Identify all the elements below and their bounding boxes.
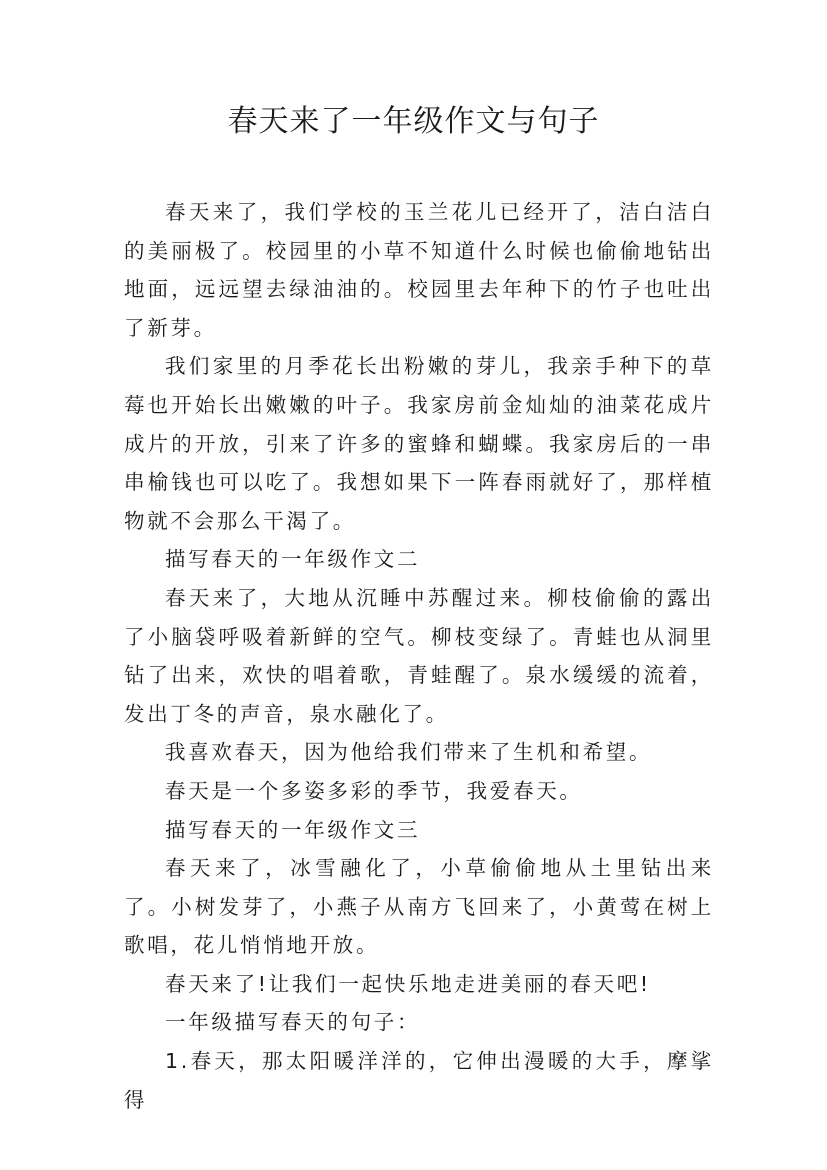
paragraph: 我喜欢春天，因为他给我们带来了生机和希望。 <box>165 740 653 765</box>
paragraph: 春天来了，冰雪融化了，小草偷偷地从土里钻出来了。小树发芽了，小燕子从南方飞回来了，小黄莺在树上歌唱，花儿悄悄地开放。 <box>124 856 714 958</box>
section-heading: 一年级描写春天的句子： <box>165 1010 421 1035</box>
paragraph: 春天来了，大地从沉睡中苏醒过来。柳枝偷偷的露出了小脑袋呼吸着新鲜的空气。柳枝变绿了。青蛙也从洞里钻了出来，欢快的唱着歌，青蛙醒了。泉水缓缓的流着，发出丁冬的声音，泉水融化了。 <box>124 585 714 726</box>
paragraph: 春天来了，我们学校的玉兰花儿已经开了，洁白洁白的美丽极了。校园里的小草不知道什么时候也偷偷地钻出地面，远远望去绿油油的。校园里去年种下的竹子也吐出了新芽。 <box>124 200 714 340</box>
document-body <box>124 193 714 1119</box>
paragraph: 春天是一个多姿多彩的季节，我爱春天。 <box>165 778 583 803</box>
paragraph: 春天来了!让我们一起快乐地走进美丽的春天吧! <box>165 971 651 996</box>
section-heading: 描写春天的一年级作文二 <box>165 547 421 572</box>
paragraph: 我们家里的月季花长出粉嫩的芽儿，我亲手种下的草莓也开始长出嫩嫩的叶子。我家房前金灿灿的油菜花成片成片的开放，引来了许多的蜜蜂和蝴蝶。我家房后的一串串榆钱也可以吃了。我想如果下一阵春雨就好了，那样植物就不会那么干渴了。 <box>124 354 714 533</box>
section-heading: 描写春天的一年级作文三 <box>165 817 421 842</box>
paragraph: 1.春天，那太阳暖洋洋的，它伸出漫暖的大手，摩挲得 <box>124 1049 714 1112</box>
document-title: 春天来了一年级作文与句子 <box>227 104 600 139</box>
